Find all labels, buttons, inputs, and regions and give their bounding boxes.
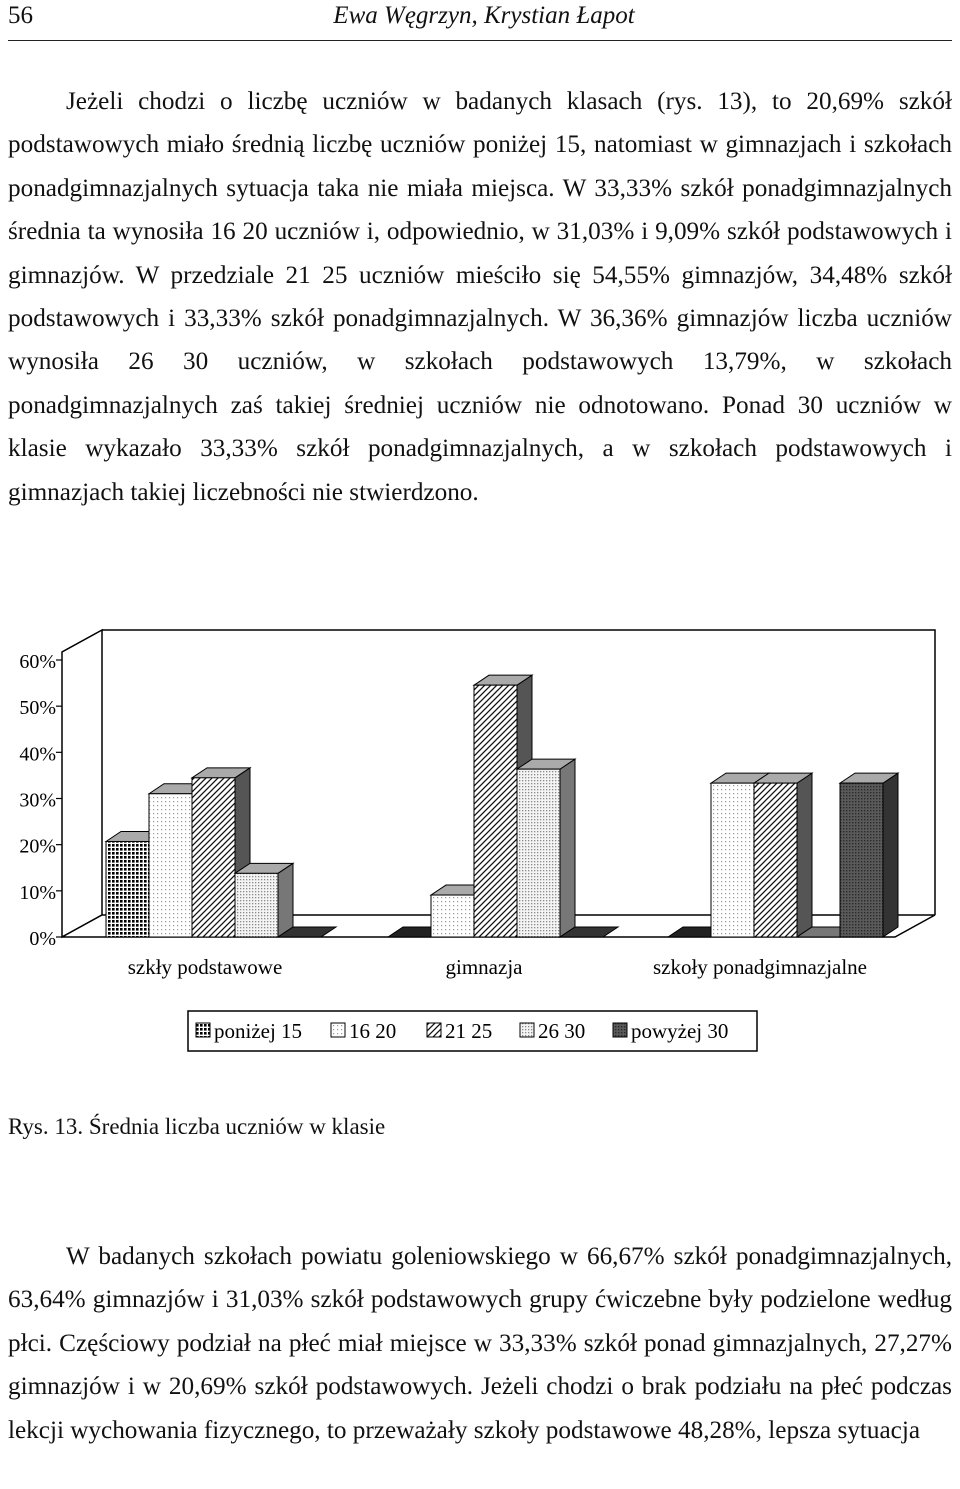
page-header	[8, 0, 952, 40]
category-label: szkły podstawowe	[127, 955, 283, 979]
bar-side	[797, 773, 812, 937]
bar	[431, 895, 474, 937]
category-label: gimnazja	[445, 955, 523, 979]
bar	[517, 769, 560, 937]
bar	[754, 783, 797, 937]
bar	[106, 841, 149, 937]
paragraph-1: Jeżeli chodzi o liczbę uczniów w badanych klasach (rys. 13), to 20,69% szkół podstawowych miało średnią liczbę uczniów poniżej 15, natomiast w gimnazjach i szkołach ponadgimnazjalnych sytuacja taka nie miała miejsca. W 33,33% szkół ponadgimnazjalnych średnia ta wynosiła 16 20 uczniów i, odpowiednio, w 31,03% i 9,09% szkół podstawowych i gimnazjów. W przedziale 21 25 uczniów mieściło się 54,55% gimnazjów, 34,48% szkół podstawowych i 33,33% szkół ponadgimnazjalnych. W 36,36% gimnazjów liczba uczniów wynosiła 26 30 uczniów, w szkołach podstawowych 13,79%, w szkołach ponadgimnazjalnych zaś takiej średniej uczniów nie odnotowano. Ponad 30 uczniów w klasie wykazało 33,33% szkół ponadgimnazjalnych, a w szkołach podstawowych i gimnazjach takiej liczebności nie stwierdzono.	[8, 88, 952, 506]
legend-swatch	[520, 1023, 534, 1037]
bar-chart	[0, 600, 960, 1070]
y-axis-ticks	[19, 651, 62, 950]
header-rule	[8, 40, 952, 41]
legend-swatch	[427, 1023, 441, 1037]
legend-label: 26 30	[538, 1019, 586, 1043]
bar-side	[883, 773, 898, 937]
page-number: 56	[8, 2, 33, 29]
legend-label: 21 25	[445, 1019, 493, 1043]
legend-swatch	[331, 1023, 345, 1037]
y-tick-label: 20%	[19, 835, 56, 858]
y-tick-label: 50%	[19, 697, 56, 720]
legend-swatch	[613, 1023, 627, 1037]
paragraph-2: W badanych szkołach powiatu goleniowskiego w 66,67% szkół ponadgimnazjalnych, 63,64% gimnazjów i 31,03% szkół podstawowych grupy ćwiczebne były podzielone według płci. Częściowy podział na płeć miał miejsce w 33,33% szkół ponad gimnazjalnych, 27,27% gimnazjów i w 20,69% szkół podstawowych. Jeżeli chodzi o brak podziału na płeć podczas lekcji wychowania fizycznego, to przeważały szkoły podstawowe 48,28%, lepsza sytuacja	[8, 1243, 952, 1444]
bar-side	[278, 863, 293, 937]
y-tick-label: 40%	[19, 743, 56, 766]
legend-swatch	[196, 1023, 210, 1037]
y-tick-label: 10%	[19, 881, 56, 904]
bars	[106, 675, 898, 937]
bar	[711, 783, 754, 937]
y-tick-label: 60%	[19, 651, 56, 673]
y-tick-label: 0%	[29, 928, 56, 950]
bar-side	[560, 759, 575, 937]
figure-caption: Rys. 13. Średnia liczba uczniów w klasie	[8, 1114, 386, 1139]
bar	[840, 783, 883, 937]
y-tick-label: 30%	[19, 789, 56, 812]
bar	[235, 873, 278, 937]
legend-label: poniżej 15	[214, 1019, 303, 1043]
legend	[188, 1011, 757, 1051]
bar	[474, 685, 517, 937]
bar	[192, 778, 235, 937]
legend-label: 16 20	[349, 1019, 397, 1043]
bar	[149, 794, 192, 937]
left-wall	[62, 630, 102, 937]
category-labels	[128, 955, 867, 979]
legend-label: powyżej 30	[631, 1019, 729, 1043]
category-label: szkoły ponadgimnazjalne	[652, 955, 868, 979]
running-header-authors: Ewa Węgrzyn, Krystian Łapot	[333, 2, 635, 29]
